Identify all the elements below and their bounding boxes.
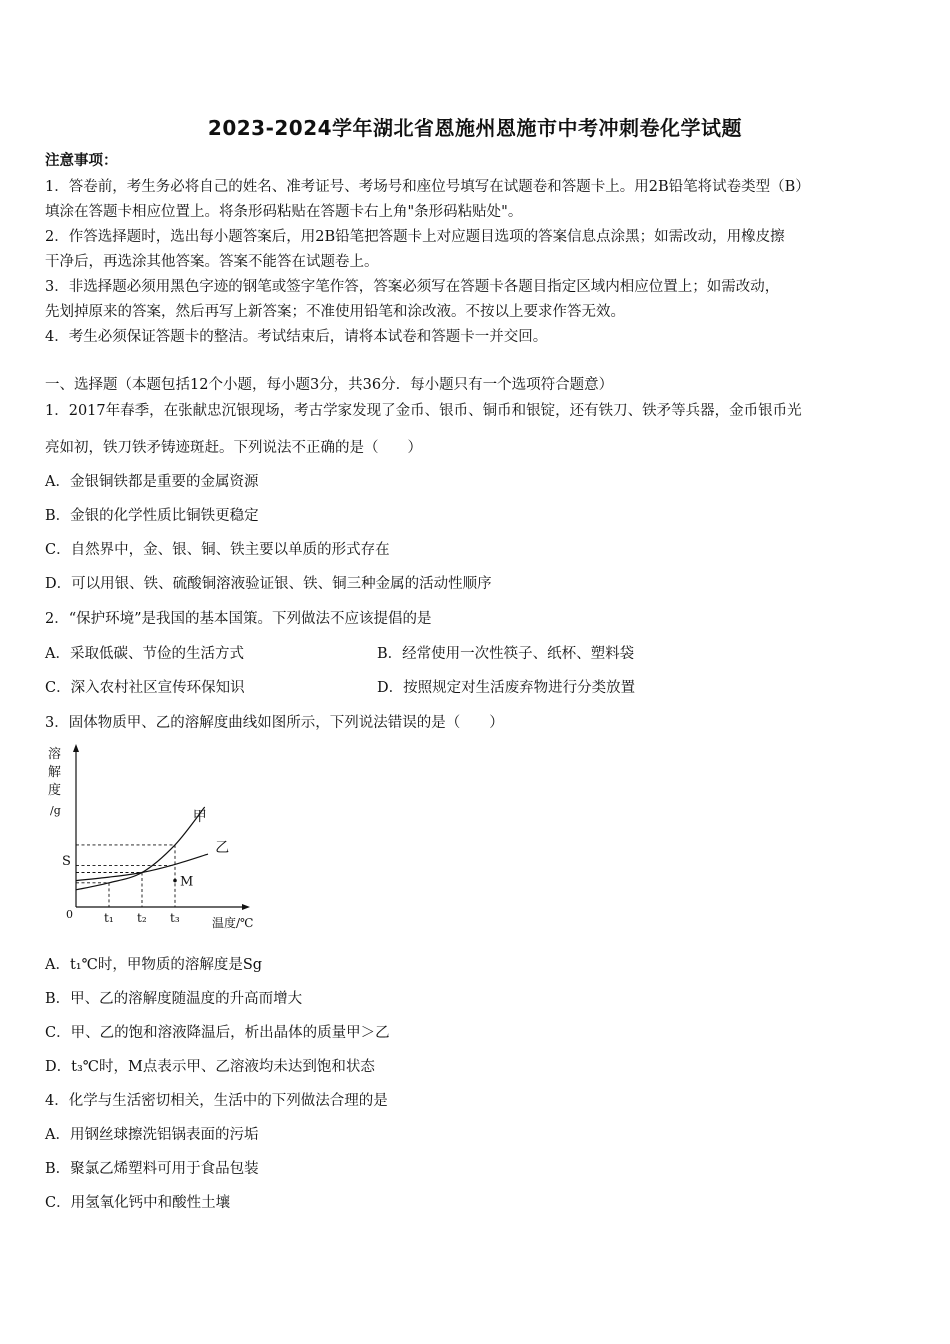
question-1-option-b: B．金银的化学性质比铜铁更稳定 xyxy=(45,508,259,524)
question-2-option-b: B．经常使用一次性筷子、纸杯、塑料袋 xyxy=(377,646,635,662)
question-3-option-b: B．甲、乙的溶解度随温度的升高而增大 xyxy=(45,991,303,1007)
notice-line: 4．考生必须保证答题卡的整洁。考试结束后，请将本试卷和答题卡一并交回。 xyxy=(45,329,548,345)
solubility-chart xyxy=(40,740,270,935)
notice-line: 先划掉原来的答案，然后再写上新答案；不准使用铅笔和涂改液。不按以上要求作答无效。 xyxy=(45,304,625,320)
question-3-option-d: D．t₃℃时，M点表示甲、乙溶液均未达到饱和状态 xyxy=(45,1059,375,1075)
page-title: 2023-2024学年湖北省恩施州恩施市中考冲刺卷化学试题 xyxy=(207,116,743,140)
x-tick-label-t2: t₂ xyxy=(137,911,147,925)
question-1-option-d: D．可以用银、铁、硫酸铜溶液验证银、铁、铜三种金属的活动性顺序 xyxy=(45,576,492,592)
question-3-stem: 3．固体物质甲、乙的溶解度曲线如图所示，下列说法错误的是（ ） xyxy=(45,715,504,731)
question-1-stem: 1．2017年春季，在张献忠沉银现场，考古学家发现了金币、银币、铜币和银锭，还有铁刀、铁矛等兵器，金币银币光 xyxy=(45,403,802,419)
x-tick-label-t1: t₁ xyxy=(104,911,114,925)
question-2-option-c: C．深入农村社区宣传环保知识 xyxy=(45,680,245,696)
series-label-jia: 甲 xyxy=(192,808,207,825)
question-2-option-a: A．采取低碳、节俭的生活方式 xyxy=(45,646,244,662)
question-3-option-a: A．t₁℃时，甲物质的溶解度是Sg xyxy=(45,957,263,973)
notice-line: 2．作答选择题时，选出每小题答案后，用2B铅笔把答题卡上对应题目选项的答案信息点涂黑；如需改动，用橡皮擦 xyxy=(45,229,785,245)
y-tick-label-s: S xyxy=(62,854,71,869)
question-1-option-c: C．自然界中，金、银、铜、铁主要以单质的形式存在 xyxy=(45,542,390,558)
point-m xyxy=(173,879,177,883)
notice-heading: 注意事项： xyxy=(45,152,118,169)
question-1-stem: 亮如初，铁刀铁矛铸迹斑赶。下列说法不正确的是（ ） xyxy=(45,440,422,456)
x-axis-label: 温度/℃ xyxy=(212,916,254,930)
point-m-label: M xyxy=(180,874,194,890)
question-2-option-d: D．按照规定对生活废弃物进行分类放置 xyxy=(377,680,636,696)
x-tick-label-t3: t₃ xyxy=(170,911,180,925)
guide-lines xyxy=(76,845,175,907)
series-label-yi: 乙 xyxy=(215,840,230,857)
question-4-option-b: B．聚氯乙烯塑料可用于食品包装 xyxy=(45,1161,259,1177)
y-axis-arrow xyxy=(73,744,79,752)
question-3-option-c: C．甲、乙的饱和溶液降温后，析出晶体的质量甲＞乙 xyxy=(45,1025,390,1041)
notice-line: 填涂在答题卡相应位置上。将条形码粘贴在答题卡右上角"条形码粘贴处"。 xyxy=(45,204,523,220)
x-axis-arrow xyxy=(242,904,250,910)
question-4-stem: 4．化学与生活密切相关，生活中的下列做法合理的是 xyxy=(45,1093,388,1109)
question-4-option-c: C．用氢氧化钙中和酸性土壤 xyxy=(45,1195,231,1211)
section-heading: 一、选择题（本题包括12个小题，每小题3分，共36分．每小题只有一个选项符合题意） xyxy=(45,377,614,393)
question-4-option-a: A．用钢丝球擦洗铝锅表面的污垢 xyxy=(45,1127,259,1143)
notice-line: 3．非选择题必须用黑色字迹的钢笔或签字笔作答，答案必须写在答题卡各题目指定区域内相应位置上；如需改动， xyxy=(45,279,780,295)
origin-label: 0 xyxy=(66,908,73,921)
y-axis-label-char: 溶 xyxy=(48,747,62,762)
question-1-option-a: A．金银铜铁都是重要的金属资源 xyxy=(45,474,259,490)
y-axis-label-char: /g xyxy=(50,804,61,817)
notice-line: 干净后，再选涂其他答案。答案不能答在试题卷上。 xyxy=(45,254,379,270)
y-axis-label-char: 度 xyxy=(48,783,62,798)
notice-line: 1．答卷前，考生务必将自己的姓名、准考证号、考场号和座位号填写在试题卷和答题卡上。用2B铅笔将试卷类型（B） xyxy=(45,179,810,195)
y-axis-label-char: 解 xyxy=(48,765,62,780)
question-2-stem: 2．“保护环境”是我国的基本国策。下列做法不应该提倡的是 xyxy=(45,611,432,627)
